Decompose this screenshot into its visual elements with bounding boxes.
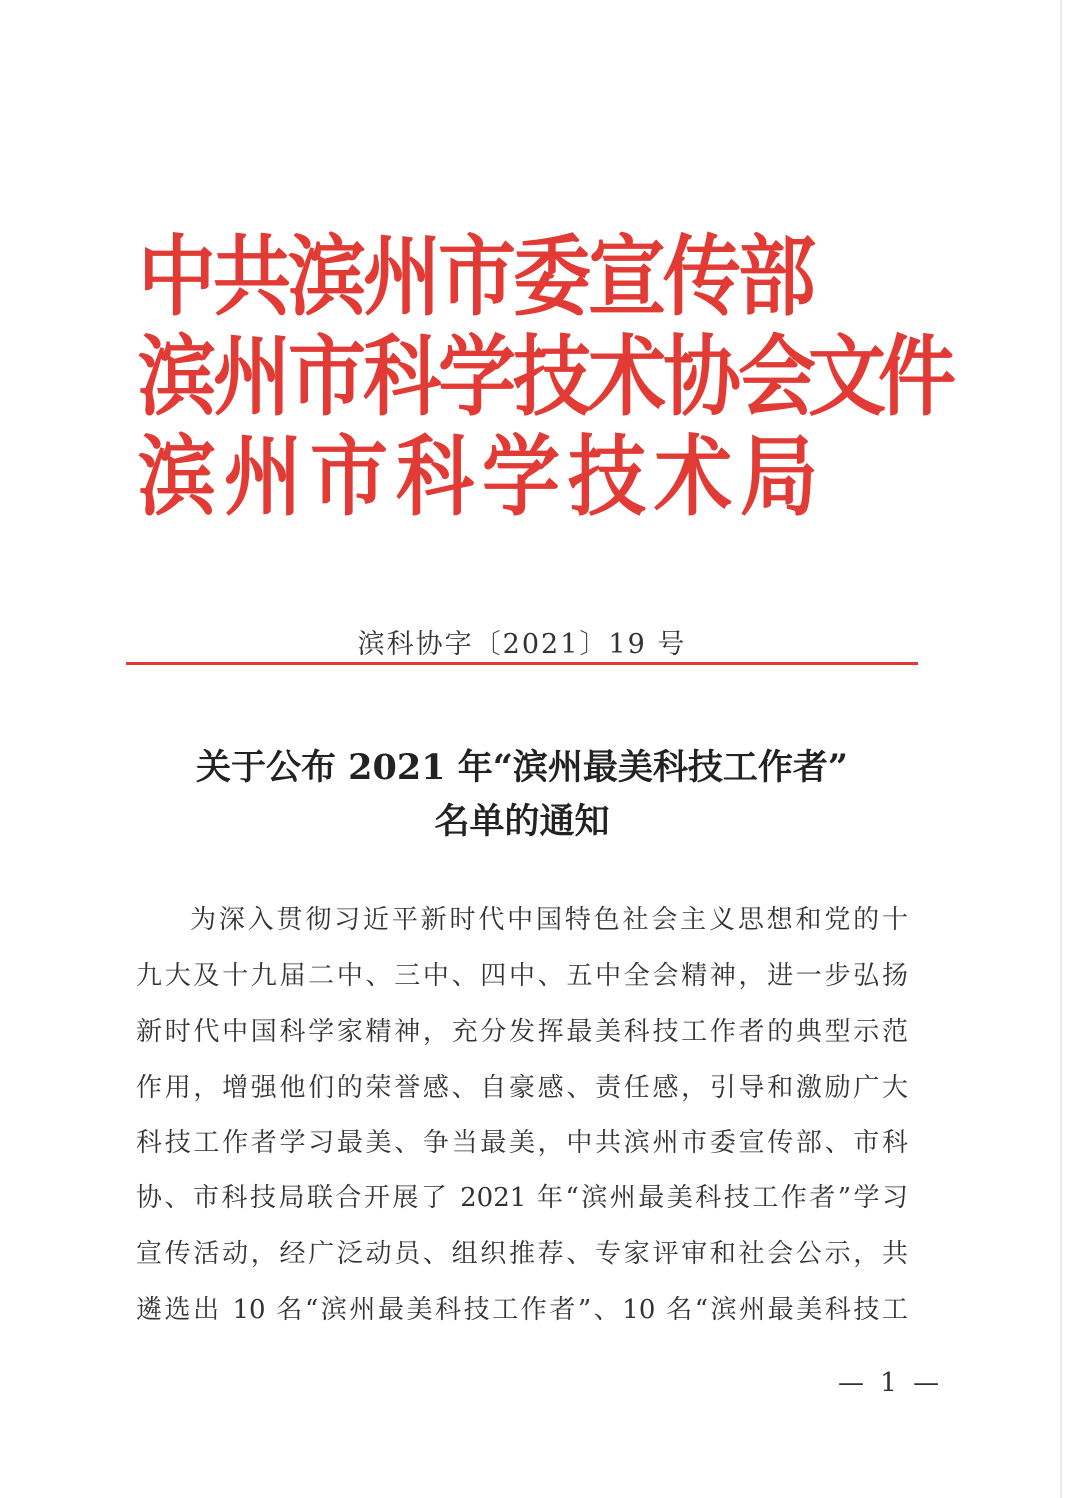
body-line: 新时代中国科学家精神，充分发挥最美科技工作者的典型示范	[136, 1017, 908, 1047]
red-separator-rule	[126, 662, 918, 665]
body-line: 九大及十九届二中、三中、四中、五中全会精神，进一步弘扬	[136, 961, 908, 991]
page-number: — 1 —	[838, 1368, 944, 1398]
header-char: 局	[740, 426, 819, 529]
document-number: 滨科协字〔2021〕19 号	[357, 629, 687, 660]
header-char: 共	[213, 226, 292, 329]
header-char: 中	[138, 226, 217, 329]
body-line: 宣传活动，经广泛动员、组织推荐、专家评审和社会公示，共	[136, 1239, 908, 1269]
header-char: 术	[588, 326, 667, 429]
header-char: 技	[568, 426, 647, 529]
header-line-science-association	[138, 322, 957, 429]
header-char: 州	[363, 226, 442, 329]
header-char: 术	[654, 426, 733, 529]
header-char: 滨	[138, 326, 217, 429]
header-char: 滨	[288, 226, 367, 329]
header-char: 技	[513, 326, 592, 429]
header-line-science-bureau	[138, 422, 938, 529]
header-char: 委	[513, 226, 592, 329]
notice-title-line-2: 名单的通知	[434, 801, 610, 842]
body-line: 作用，增强他们的荣誉感、自豪感、责任感，引导和激励广大	[136, 1073, 908, 1103]
body-line: 遴选出 10 名“滨州最美科技工作者”、10 名“滨州最美科技工	[136, 1295, 908, 1325]
header-char: 州	[224, 426, 303, 529]
page-edge	[1060, 0, 1062, 1498]
header-char: 学	[438, 326, 517, 429]
notice-title-line-1: 关于公布 2021 年“滨州最美科技工作者”	[195, 747, 849, 788]
header-line-propaganda-dept	[138, 222, 938, 329]
header-char: 科	[363, 326, 442, 429]
body-line: 协、市科技局联合开展了 2021 年“滨州最美科技工作者”学习	[136, 1183, 908, 1213]
header-char: 学	[482, 426, 561, 529]
header-char: 传	[663, 226, 742, 329]
header-char: 市	[310, 426, 389, 529]
body-line: 科技工作者学习最美、争当最美，中共滨州市委宣传部、市科	[136, 1128, 908, 1158]
header-char: 市	[438, 226, 517, 329]
header-char: 协	[663, 326, 742, 429]
header-char: 件	[878, 326, 957, 429]
header-char: 州	[213, 326, 292, 429]
header-char: 会	[738, 326, 817, 429]
header-char: 文	[808, 326, 887, 429]
body-line: 为深入贯彻习近平新时代中国特色社会主义思想和党的十	[190, 905, 908, 935]
issuing-authorities-header	[138, 222, 957, 529]
header-char: 部	[738, 226, 817, 329]
header-char: 科	[396, 426, 475, 529]
header-char: 市	[288, 326, 367, 429]
header-char: 滨	[138, 426, 217, 529]
header-char: 宣	[588, 226, 667, 329]
